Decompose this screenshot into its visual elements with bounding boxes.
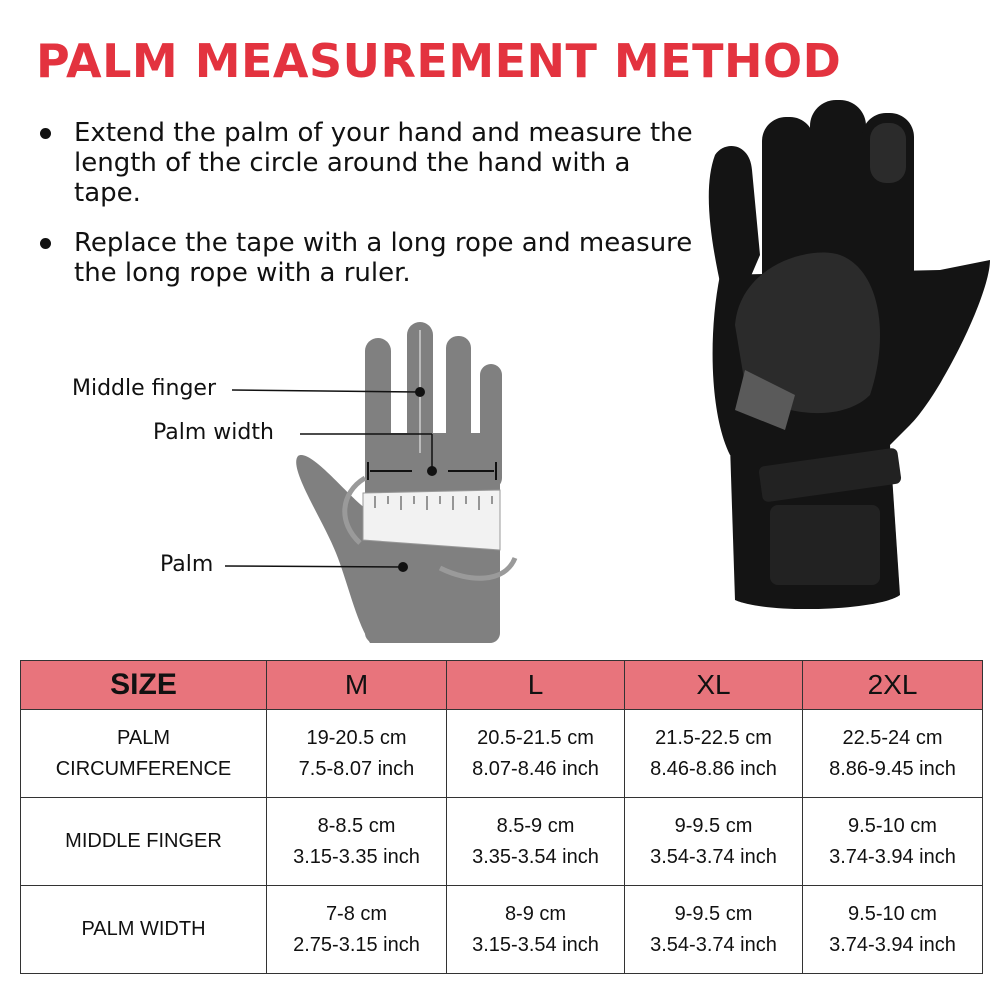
palm-width-label: Palm width <box>153 420 274 445</box>
row-label-line: PALM <box>117 726 170 749</box>
cell-inch: 3.54-3.74 inch <box>650 933 777 956</box>
size-xl-header: XL <box>625 661 803 710</box>
table-cell <box>267 886 447 974</box>
cell-inch: 8.46-8.86 inch <box>650 757 777 780</box>
size-column-header: SIZE <box>21 661 267 710</box>
cell-cm: 9-9.5 cm <box>674 814 753 837</box>
table-cell <box>447 710 625 798</box>
table-row <box>21 798 983 886</box>
table-header-row <box>21 661 983 710</box>
cell-cm: 8.5-9 cm <box>496 814 575 837</box>
table-cell <box>267 710 447 798</box>
table-cell <box>267 798 447 886</box>
instruction-item <box>40 118 700 208</box>
size-m-header: M <box>267 661 447 710</box>
table-cell <box>625 886 803 974</box>
size-l-header: L <box>447 661 625 710</box>
cell-cm: 8-8.5 cm <box>317 814 396 837</box>
hand-illustration <box>60 318 580 643</box>
bullet-icon <box>40 128 51 139</box>
cell-inch: 7.5-8.07 inch <box>298 757 415 780</box>
bullet-icon <box>40 238 51 249</box>
palm-label: Palm <box>160 552 214 577</box>
cell-cm: 9.5-10 cm <box>848 902 937 925</box>
cell-inch: 3.74-3.94 inch <box>829 933 956 956</box>
cell-inch: 3.15-3.35 inch <box>293 845 420 868</box>
glove-image <box>690 95 995 620</box>
cell-inch: 8.86-9.45 inch <box>829 757 956 780</box>
instruction-text: Extend the palm of your hand and measure the length of the circle around the hand with a tape. <box>74 118 693 208</box>
table-cell <box>447 798 625 886</box>
cell-cm: 9.5-10 cm <box>848 814 937 837</box>
cell-inch: 8.07-8.46 inch <box>472 757 599 780</box>
cell-inch: 3.15-3.54 inch <box>472 933 599 956</box>
row-label-palm-width <box>21 886 267 974</box>
table-row <box>21 710 983 798</box>
cell-inch: 2.75-3.15 inch <box>293 933 420 956</box>
table-cell <box>803 710 983 798</box>
page-title: PALM MEASUREMENT METHOD <box>36 34 842 88</box>
row-label-middle-finger <box>21 798 267 886</box>
size-chart-table <box>20 660 983 974</box>
table-cell <box>803 886 983 974</box>
row-label-line: PALM WIDTH <box>81 918 206 940</box>
cell-inch: 3.74-3.94 inch <box>829 845 956 868</box>
row-label-line: CIRCUMFERENCE <box>55 757 232 780</box>
cell-cm: 22.5-24 cm <box>842 726 943 749</box>
cell-cm: 20.5-21.5 cm <box>477 726 594 749</box>
table-cell <box>625 710 803 798</box>
row-label-palm-circumference <box>21 710 267 798</box>
hand-diagram <box>60 318 580 643</box>
row-label-line: MIDDLE FINGER <box>65 830 222 852</box>
cell-inch: 3.54-3.74 inch <box>650 845 777 868</box>
glove-illustration <box>690 95 995 620</box>
cell-cm: 9-9.5 cm <box>674 902 753 925</box>
cell-cm: 21.5-22.5 cm <box>655 726 772 749</box>
instruction-item <box>40 228 700 288</box>
middle-finger-label: Middle finger <box>72 376 217 401</box>
cell-cm: 8-9 cm <box>504 902 567 925</box>
size-2xl-header: 2XL <box>803 661 983 710</box>
cell-cm: 19-20.5 cm <box>306 726 407 749</box>
table-cell <box>803 798 983 886</box>
table-cell <box>625 798 803 886</box>
cell-inch: 3.35-3.54 inch <box>472 845 599 868</box>
table-cell <box>447 886 625 974</box>
cell-cm: 7-8 cm <box>325 902 388 925</box>
instruction-text: Replace the tape with a long rope and measure the long rope with a ruler. <box>74 228 693 288</box>
table-row <box>21 886 983 974</box>
instructions-list <box>40 118 700 308</box>
